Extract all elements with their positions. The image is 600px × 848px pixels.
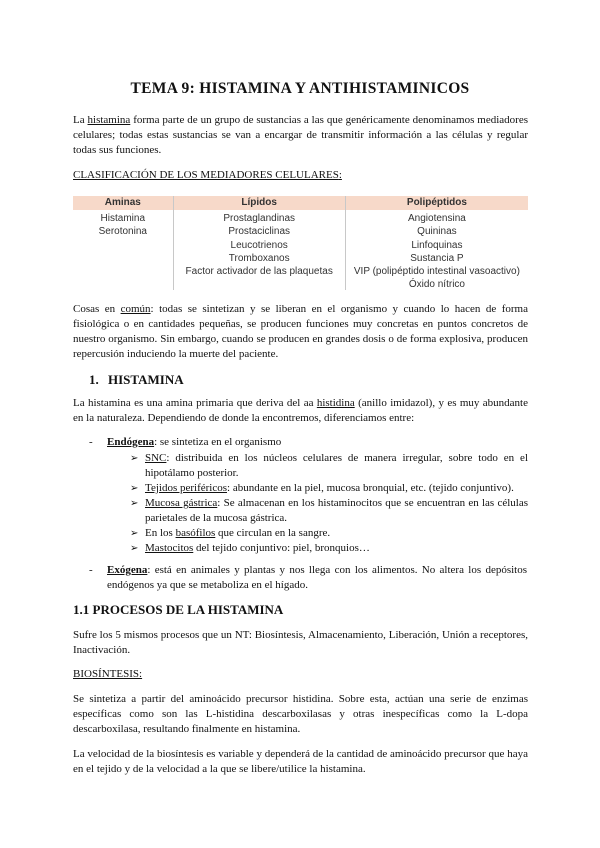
table-cell: Sustancia P [410, 252, 464, 264]
arrow-bullet-icon: ➢ [130, 483, 139, 494]
histamina-post: (anillo imidazol), y es muy abundante en la naturaleza. Dependiendo de donde la encontremos, diferenciamos entre: [73, 397, 528, 424]
arrow-bullet-icon: ➢ [130, 543, 139, 554]
snc-text: : distribuida en los núcleos celulares de manera irregular, sobre todo en el hipotálamo posterior. [145, 452, 528, 479]
column-polipeptidos [345, 210, 528, 290]
mucosa-term: Mucosa gástrica [145, 497, 218, 509]
list-item-text [145, 541, 528, 556]
biosintesis-paragraph-2: La velocidad de la biosíntesis es variable y dependerá de la cantidad de aminoácido precursor que haya en el tejido y de la velocidad a la que se libere/utilice la histamina. [73, 748, 528, 775]
biosintesis-label: BIOSÍNTESIS [73, 668, 140, 680]
classification-label: CLASIFICACIÓN DE LOS MEDIADORES CELULARES [73, 169, 339, 181]
basofilos-term: basófilos [175, 527, 216, 539]
header-lipidos: Lípidos [173, 196, 345, 210]
biosintesis-heading [73, 667, 142, 682]
header-aminas: Aminas [104, 197, 141, 208]
dash-bullet: - [89, 564, 93, 576]
table-cell: VIP (polipéptido intestinal vasoactivo) [353, 266, 520, 278]
exogena-text-wrap [107, 563, 527, 593]
common-post: : todas se sintetizan y se liberan en el organismo y cuando lo hacen de forma fisiológica o en cantidades pequeñas, se producen funciones muy concretas en puntos concretos de nuestro organismo. Sin embargo, cuando se producen en grandes dosis o de forma explosiva, producen repercusión induciendo la muerte del paciente. [73, 303, 528, 360]
mediators-table [73, 196, 528, 290]
exogena-label: Exógena [107, 564, 148, 576]
exogena-text: : está en animales y plantas y nos llega con los alimentos. No altera los depósitos endógenos ya que se metaboliza en el hígado. [107, 564, 527, 591]
basofilos-pre: En los [145, 527, 176, 539]
table-cell: Histamina [100, 213, 146, 224]
section-1-heading [89, 372, 184, 388]
header-polipeptidos: Polipéptidos [345, 196, 528, 210]
list-item-text [145, 451, 528, 481]
arrow-bullet-icon: ➢ [130, 453, 139, 464]
column-aminas [73, 210, 173, 290]
biosintesis-colon: : [139, 668, 143, 680]
list-item-text [145, 526, 528, 541]
mastocitos-text: del tejido conjuntivo: piel, bronquios… [193, 542, 370, 554]
mucosa-text: : Se almacenan en los histaminocitos que se encuentran en las células parietales de la mucosa gástrica. [145, 497, 529, 524]
list-item-text [145, 496, 528, 526]
table-cell: Leucotrienos [230, 239, 288, 251]
tejidos-text: : abundante en la piel, mucosa bronquial, etc. (tejido conjuntivo). [227, 482, 514, 494]
section-1-title: HISTAMINA [108, 372, 184, 387]
mastocitos-term: Mastocitos [145, 542, 194, 554]
comun-term: común [120, 303, 151, 315]
table-cell: Prostaciclinas [228, 226, 291, 238]
table-body [73, 210, 528, 290]
intro-paragraph [73, 113, 528, 158]
column-lipidos [173, 210, 345, 290]
histidina-term: histidina [316, 397, 355, 409]
basofilos-text: que circulan en la sangre. [215, 527, 331, 539]
page-title: TEMA 9: HISTAMINA Y ANTIHISTAMINICOS [130, 80, 470, 97]
dash-bullet: - [89, 436, 93, 448]
classification-colon: : [338, 169, 342, 181]
intro-pre: La [73, 114, 88, 126]
tejidos-term: Tejidos periféricos [145, 482, 228, 494]
section-1-number: 1. [89, 372, 99, 387]
endogena-text: : se sintetiza en el organismo [154, 436, 282, 448]
list-item-text [145, 481, 528, 496]
snc-term: SNC [145, 452, 167, 464]
classification-heading [73, 168, 342, 183]
table-cell: Serotonina [98, 226, 147, 238]
arrow-bullet-icon: ➢ [130, 498, 139, 509]
table-cell: Linfoquinas [411, 239, 463, 251]
endogena-text-wrap [107, 435, 527, 450]
table-cell: Angiotensina [408, 213, 466, 224]
table-cell: Tromboxanos [228, 252, 290, 264]
histamina-pre: La histamina es una amina primaria que deriva del aa [73, 397, 317, 409]
table-cell: Prostaglandinas [223, 213, 296, 224]
procesos-paragraph: Sufre los 5 mismos procesos que un NT: Biosíntesis, Almacenamiento, Liberación, Unión a receptores, Inactivación. [73, 629, 528, 656]
table-cell: Óxido nítrico [408, 279, 465, 291]
table-cell: Factor activador de las plaquetas [185, 266, 333, 278]
intro-post: forma parte de un grupo de sustancias a las que genéricamente denominamos mediadores celulares; todas estas sustancias se van a encargar de transmitir información a las células y regular todas sus funciones. [73, 114, 528, 156]
endogena-label: Endógena [107, 436, 155, 448]
histamina-paragraph [73, 396, 528, 426]
common-pre: Cosas en [73, 303, 121, 315]
table-cell: Quininas [417, 226, 457, 238]
common-paragraph [73, 302, 528, 362]
biosintesis-paragraph-1: Se sintetiza a partir del aminoácido precursor histidina. Sobre esta, actúan una serie de enzimas específicas como son las L-histidina descarboxilasas y otras inespecíficas como la L-dopa descarboxilasa, resultando finalmente en histamina. [73, 693, 528, 735]
arrow-bullet-icon: ➢ [130, 528, 139, 539]
section-1-1-heading: 1.1 PROCESOS DE LA HISTAMINA [73, 602, 284, 617]
histamina-term: histamina [87, 114, 131, 126]
table-header-row [73, 196, 528, 210]
